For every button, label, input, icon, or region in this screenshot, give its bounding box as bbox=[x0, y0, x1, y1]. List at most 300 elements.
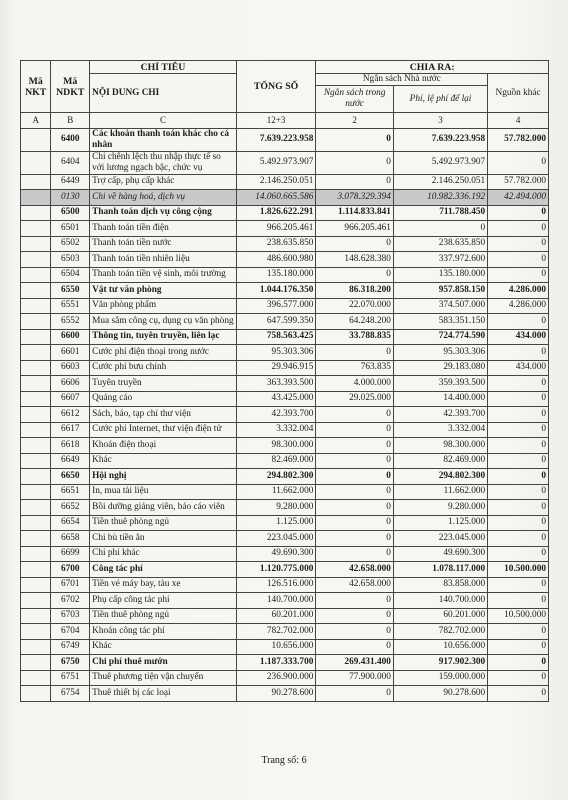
cell-code: 6601 bbox=[51, 345, 90, 361]
cell-code: 6504 bbox=[51, 267, 90, 283]
cell-name: Chi về hàng hoá, dịch vụ bbox=[90, 190, 237, 206]
cell-code: 6612 bbox=[51, 407, 90, 423]
cell-nguon-khac: 0 bbox=[488, 151, 549, 174]
cell-code: 6704 bbox=[51, 624, 90, 640]
cell-total: 2.146.250.051 bbox=[236, 174, 316, 190]
table-row bbox=[21, 252, 549, 268]
cell-code: 6650 bbox=[51, 469, 90, 485]
table-row bbox=[21, 422, 549, 438]
cell-total: 14.060.665.586 bbox=[236, 190, 316, 206]
table-row bbox=[21, 453, 549, 469]
table-row bbox=[21, 546, 549, 562]
cell-ngan-sach-trong-nuoc: 0 bbox=[316, 453, 394, 469]
cell-name: Hội nghị bbox=[90, 469, 237, 485]
cell-total: 140.700.000 bbox=[236, 593, 316, 609]
cell-code: 6701 bbox=[51, 577, 90, 593]
cell-nkt bbox=[21, 283, 51, 299]
cell-nguon-khac: 0 bbox=[488, 593, 549, 609]
cell-ngan-sach-trong-nuoc: 0 bbox=[316, 608, 394, 624]
table-row bbox=[21, 469, 549, 485]
cell-total: 486.600.980 bbox=[236, 252, 316, 268]
cell-code: 6754 bbox=[51, 686, 90, 702]
cell-nkt bbox=[21, 438, 51, 454]
cell-nkt bbox=[21, 593, 51, 609]
cell-code: 6607 bbox=[51, 391, 90, 407]
cell-nguon-khac: 0 bbox=[488, 391, 549, 407]
cell-name: Bồi dưỡng giảng viên, báo cáo viên bbox=[90, 500, 237, 516]
header-phi-le-phi: Phí, lệ phí để lại bbox=[393, 86, 487, 113]
cell-code: 6603 bbox=[51, 360, 90, 376]
cell-total: 9.280.000 bbox=[236, 500, 316, 516]
cell-phi-le-phi: 49.690.300 bbox=[393, 546, 487, 562]
cell-ngan-sach-trong-nuoc: 42.658.000 bbox=[316, 562, 394, 578]
cell-name: Sách, báo, tạp chí thư viện bbox=[90, 407, 237, 423]
table-body bbox=[21, 128, 549, 701]
cell-nguon-khac: 4.286.000 bbox=[488, 283, 549, 299]
cell-nguon-khac: 434.000 bbox=[488, 360, 549, 376]
letter-2: 2 bbox=[316, 113, 394, 129]
cell-name: Công tác phí bbox=[90, 562, 237, 578]
cell-ngan-sach-trong-nuoc: 42.658.000 bbox=[316, 577, 394, 593]
cell-ngan-sach-trong-nuoc: 0 bbox=[316, 174, 394, 190]
cell-name: Trợ cấp, phụ cấp khác bbox=[90, 174, 237, 190]
cell-nguon-khac: 0 bbox=[488, 221, 549, 237]
cell-nkt bbox=[21, 151, 51, 174]
table-row bbox=[21, 283, 549, 299]
cell-phi-le-phi: 0 bbox=[393, 221, 487, 237]
cell-name: Cước phí điện thoại trong nước bbox=[90, 345, 237, 361]
cell-ngan-sach-trong-nuoc: 64.248.200 bbox=[316, 314, 394, 330]
table-row bbox=[21, 221, 549, 237]
cell-ngan-sach-trong-nuoc: 0 bbox=[316, 686, 394, 702]
cell-name: Tiền thuê phòng ngủ bbox=[90, 608, 237, 624]
cell-nkt bbox=[21, 407, 51, 423]
cell-ngan-sach-trong-nuoc: 1.114.833.841 bbox=[316, 205, 394, 221]
table-row bbox=[21, 151, 549, 174]
cell-ngan-sach-trong-nuoc: 0 bbox=[316, 128, 394, 151]
table-row bbox=[21, 360, 549, 376]
table-row bbox=[21, 236, 549, 252]
cell-nkt bbox=[21, 252, 51, 268]
cell-nguon-khac: 0 bbox=[488, 453, 549, 469]
cell-nguon-khac: 42.494.000 bbox=[488, 190, 549, 206]
cell-nkt bbox=[21, 329, 51, 345]
cell-nkt bbox=[21, 345, 51, 361]
letter-c: C bbox=[90, 113, 237, 129]
cell-name: Mua sắm công cụ, dụng cụ văn phòng bbox=[90, 314, 237, 330]
cell-nkt bbox=[21, 639, 51, 655]
table-row bbox=[21, 174, 549, 190]
cell-nkt bbox=[21, 546, 51, 562]
cell-name: Văn phòng phẩm bbox=[90, 298, 237, 314]
cell-total: 90.278.600 bbox=[236, 686, 316, 702]
cell-code: 6551 bbox=[51, 298, 90, 314]
table-row bbox=[21, 376, 549, 392]
cell-code: 6600 bbox=[51, 329, 90, 345]
cell-name: Quảng cáo bbox=[90, 391, 237, 407]
cell-total: 1.826.622.291 bbox=[236, 205, 316, 221]
cell-code: 6751 bbox=[51, 670, 90, 686]
cell-nguon-khac: 0 bbox=[488, 205, 549, 221]
cell-code: 6658 bbox=[51, 531, 90, 547]
cell-nkt bbox=[21, 236, 51, 252]
cell-code: 6703 bbox=[51, 608, 90, 624]
cell-phi-le-phi: 337.972.600 bbox=[393, 252, 487, 268]
cell-nguon-khac: 0 bbox=[488, 422, 549, 438]
cell-phi-le-phi: 14.400.000 bbox=[393, 391, 487, 407]
cell-total: 10.656.000 bbox=[236, 639, 316, 655]
cell-nguon-khac: 0 bbox=[488, 484, 549, 500]
cell-name: Thuê thiết bị các loại bbox=[90, 686, 237, 702]
cell-name: Thanh toán tiền vệ sinh, môi trường bbox=[90, 267, 237, 283]
table-row bbox=[21, 655, 549, 671]
cell-nkt bbox=[21, 531, 51, 547]
header-nguon-khac: Nguồn khác bbox=[488, 74, 549, 113]
cell-phi-le-phi: 135.180.000 bbox=[393, 267, 487, 283]
cell-total: 11.662.000 bbox=[236, 484, 316, 500]
cell-code: 6449 bbox=[51, 174, 90, 190]
cell-nkt bbox=[21, 484, 51, 500]
cell-nguon-khac: 0 bbox=[488, 236, 549, 252]
cell-ngan-sach-trong-nuoc: 0 bbox=[316, 484, 394, 500]
cell-name: Khoán công tác phí bbox=[90, 624, 237, 640]
cell-name: Tuyên truyền bbox=[90, 376, 237, 392]
cell-total: 223.045.000 bbox=[236, 531, 316, 547]
cell-total: 396.577.000 bbox=[236, 298, 316, 314]
cell-nkt bbox=[21, 267, 51, 283]
cell-code: 6749 bbox=[51, 639, 90, 655]
cell-ngan-sach-trong-nuoc: 0 bbox=[316, 593, 394, 609]
cell-name: In, mua tài liệu bbox=[90, 484, 237, 500]
cell-nkt bbox=[21, 500, 51, 516]
cell-code: 6500 bbox=[51, 205, 90, 221]
cell-name: Cước phí bưu chính bbox=[90, 360, 237, 376]
cell-ngan-sach-trong-nuoc: 0 bbox=[316, 531, 394, 547]
cell-phi-le-phi: 359.393.500 bbox=[393, 376, 487, 392]
letter-total: 12+3 bbox=[236, 113, 316, 129]
cell-total: 236.900.000 bbox=[236, 670, 316, 686]
cell-total: 7.639.223.958 bbox=[236, 128, 316, 151]
cell-nkt bbox=[21, 360, 51, 376]
cell-code: 6503 bbox=[51, 252, 90, 268]
cell-nkt bbox=[21, 190, 51, 206]
cell-total: 5.492.973.907 bbox=[236, 151, 316, 174]
letter-3: 3 bbox=[393, 113, 487, 129]
cell-code: 6550 bbox=[51, 283, 90, 299]
header-tong-so: TỔNG SỐ bbox=[236, 61, 316, 113]
cell-total: 238.635.850 bbox=[236, 236, 316, 252]
table-row bbox=[21, 686, 549, 702]
table-row bbox=[21, 639, 549, 655]
table-header bbox=[21, 61, 549, 129]
cell-code: 6404 bbox=[51, 151, 90, 174]
cell-total: 782.702.000 bbox=[236, 624, 316, 640]
cell-nkt bbox=[21, 624, 51, 640]
table-row bbox=[21, 345, 549, 361]
table-row bbox=[21, 562, 549, 578]
cell-phi-le-phi: 711.788.450 bbox=[393, 205, 487, 221]
cell-ngan-sach-trong-nuoc: 269.431.400 bbox=[316, 655, 394, 671]
table-row bbox=[21, 267, 549, 283]
cell-phi-le-phi: 83.858.000 bbox=[393, 577, 487, 593]
cell-nguon-khac: 57.782.000 bbox=[488, 128, 549, 151]
cell-name: Chi phí thuê mướn bbox=[90, 655, 237, 671]
cell-total: 363.393.500 bbox=[236, 376, 316, 392]
header-chia-ra: CHIA RA: bbox=[316, 61, 549, 74]
cell-name: Thanh toán dịch vụ công cộng bbox=[90, 205, 237, 221]
cell-name: Thuê phương tiện vận chuyển bbox=[90, 670, 237, 686]
cell-phi-le-phi: 42.393.700 bbox=[393, 407, 487, 423]
cell-nkt bbox=[21, 577, 51, 593]
cell-total: 98.300.000 bbox=[236, 438, 316, 454]
cell-nguon-khac: 0 bbox=[488, 639, 549, 655]
cell-code: 6618 bbox=[51, 438, 90, 454]
cell-nguon-khac: 0 bbox=[488, 267, 549, 283]
cell-phi-le-phi: 90.278.600 bbox=[393, 686, 487, 702]
cell-nkt bbox=[21, 469, 51, 485]
cell-code: 6654 bbox=[51, 515, 90, 531]
cell-ngan-sach-trong-nuoc: 29.025.000 bbox=[316, 391, 394, 407]
letter-4: 4 bbox=[488, 113, 549, 129]
cell-nkt bbox=[21, 174, 51, 190]
cell-total: 126.516.000 bbox=[236, 577, 316, 593]
cell-nguon-khac: 0 bbox=[488, 407, 549, 423]
cell-total: 966.205.461 bbox=[236, 221, 316, 237]
cell-phi-le-phi: 957.858.150 bbox=[393, 283, 487, 299]
cell-nguon-khac: 57.782.000 bbox=[488, 174, 549, 190]
cell-name: Thanh toán tiền nước bbox=[90, 236, 237, 252]
cell-code: 6651 bbox=[51, 484, 90, 500]
cell-nguon-khac: 0 bbox=[488, 577, 549, 593]
cell-total: 758.563.425 bbox=[236, 329, 316, 345]
cell-phi-le-phi: 60.201.000 bbox=[393, 608, 487, 624]
cell-phi-le-phi: 917.902.300 bbox=[393, 655, 487, 671]
cell-name: Chi chênh lệch thu nhập thực tế so với lương ngạch bậc, chức vụ bbox=[90, 151, 237, 174]
cell-nkt bbox=[21, 608, 51, 624]
cell-code: 0130 bbox=[51, 190, 90, 206]
header-ma-ndkt: Mã NDKT bbox=[51, 61, 90, 113]
cell-nguon-khac: 0 bbox=[488, 531, 549, 547]
cell-phi-le-phi: 782.702.000 bbox=[393, 624, 487, 640]
cell-name: Cước phí Internet, thư viện điện tử bbox=[90, 422, 237, 438]
cell-nguon-khac: 4.286.000 bbox=[488, 298, 549, 314]
header-noi-dung-chi: NỘI DUNG CHI bbox=[90, 74, 237, 113]
cell-ngan-sach-trong-nuoc: 0 bbox=[316, 546, 394, 562]
table-row bbox=[21, 670, 549, 686]
table-row bbox=[21, 391, 549, 407]
cell-phi-le-phi: 11.662.000 bbox=[393, 484, 487, 500]
header-ma-nkt: Mã NKT bbox=[21, 61, 51, 113]
cell-total: 647.599.350 bbox=[236, 314, 316, 330]
table-row bbox=[21, 314, 549, 330]
cell-name: Tiền vé máy bay, tàu xe bbox=[90, 577, 237, 593]
budget-table bbox=[20, 60, 549, 702]
cell-nguon-khac: 0 bbox=[488, 670, 549, 686]
cell-total: 82.469.000 bbox=[236, 453, 316, 469]
cell-code: 6502 bbox=[51, 236, 90, 252]
cell-nkt bbox=[21, 686, 51, 702]
cell-name: Thanh toán tiền nhiên liệu bbox=[90, 252, 237, 268]
cell-nguon-khac: 0 bbox=[488, 345, 549, 361]
cell-nguon-khac: 0 bbox=[488, 469, 549, 485]
cell-ngan-sach-trong-nuoc: 0 bbox=[316, 422, 394, 438]
cell-nguon-khac: 0 bbox=[488, 252, 549, 268]
cell-ngan-sach-trong-nuoc: 22.070.000 bbox=[316, 298, 394, 314]
cell-phi-le-phi: 724.774.590 bbox=[393, 329, 487, 345]
cell-total: 42.393.700 bbox=[236, 407, 316, 423]
cell-name: Vật tư văn phòng bbox=[90, 283, 237, 299]
table-row bbox=[21, 407, 549, 423]
cell-nkt bbox=[21, 562, 51, 578]
cell-phi-le-phi: 374.507.000 bbox=[393, 298, 487, 314]
cell-phi-le-phi: 223.045.000 bbox=[393, 531, 487, 547]
cell-total: 294.802.300 bbox=[236, 469, 316, 485]
cell-phi-le-phi: 5.492.973.907 bbox=[393, 151, 487, 174]
cell-nkt bbox=[21, 670, 51, 686]
cell-total: 1.125.000 bbox=[236, 515, 316, 531]
cell-phi-le-phi: 159.000.000 bbox=[393, 670, 487, 686]
cell-nkt bbox=[21, 298, 51, 314]
cell-ngan-sach-trong-nuoc: 0 bbox=[316, 469, 394, 485]
cell-phi-le-phi: 294.802.300 bbox=[393, 469, 487, 485]
table-row bbox=[21, 577, 549, 593]
cell-nguon-khac: 0 bbox=[488, 515, 549, 531]
cell-phi-le-phi: 82.469.000 bbox=[393, 453, 487, 469]
cell-ngan-sach-trong-nuoc: 0 bbox=[316, 236, 394, 252]
cell-code: 6699 bbox=[51, 546, 90, 562]
cell-ngan-sach-trong-nuoc: 0 bbox=[316, 639, 394, 655]
cell-nguon-khac: 0 bbox=[488, 314, 549, 330]
table-row bbox=[21, 531, 549, 547]
cell-code: 6649 bbox=[51, 453, 90, 469]
cell-name: Chi phí khác bbox=[90, 546, 237, 562]
cell-phi-le-phi: 29.183.080 bbox=[393, 360, 487, 376]
cell-nkt bbox=[21, 314, 51, 330]
table-row bbox=[21, 329, 549, 345]
cell-nguon-khac: 0 bbox=[488, 438, 549, 454]
cell-nkt bbox=[21, 205, 51, 221]
cell-total: 1.044.176.350 bbox=[236, 283, 316, 299]
cell-nkt bbox=[21, 422, 51, 438]
cell-phi-le-phi: 2.146.250.051 bbox=[393, 174, 487, 190]
cell-nkt bbox=[21, 655, 51, 671]
cell-name: Khoán điện thoại bbox=[90, 438, 237, 454]
cell-code: 6617 bbox=[51, 422, 90, 438]
cell-ngan-sach-trong-nuoc: 33.788.835 bbox=[316, 329, 394, 345]
cell-ngan-sach-trong-nuoc: 0 bbox=[316, 438, 394, 454]
cell-phi-le-phi: 7.639.223.958 bbox=[393, 128, 487, 151]
cell-ngan-sach-trong-nuoc: 77.900.000 bbox=[316, 670, 394, 686]
cell-total: 60.201.000 bbox=[236, 608, 316, 624]
cell-nkt bbox=[21, 515, 51, 531]
cell-ngan-sach-trong-nuoc: 0 bbox=[316, 345, 394, 361]
cell-code: 6652 bbox=[51, 500, 90, 516]
cell-ngan-sach-trong-nuoc: 148.628.380 bbox=[316, 252, 394, 268]
cell-nguon-khac: 0 bbox=[488, 655, 549, 671]
cell-ngan-sach-trong-nuoc: 86.318.200 bbox=[316, 283, 394, 299]
cell-ngan-sach-trong-nuoc: 0 bbox=[316, 515, 394, 531]
cell-nkt bbox=[21, 391, 51, 407]
cell-total: 135.180.000 bbox=[236, 267, 316, 283]
cell-phi-le-phi: 10.982.336.192 bbox=[393, 190, 487, 206]
cell-total: 1.120.775.000 bbox=[236, 562, 316, 578]
cell-total: 95.303.306 bbox=[236, 345, 316, 361]
table-row bbox=[21, 128, 549, 151]
table-row bbox=[21, 438, 549, 454]
cell-ngan-sach-trong-nuoc: 966.205.461 bbox=[316, 221, 394, 237]
cell-code: 6501 bbox=[51, 221, 90, 237]
cell-phi-le-phi: 1.125.000 bbox=[393, 515, 487, 531]
cell-phi-le-phi: 140.700.000 bbox=[393, 593, 487, 609]
table-row bbox=[21, 593, 549, 609]
cell-nguon-khac: 0 bbox=[488, 546, 549, 562]
table-row bbox=[21, 190, 549, 206]
cell-nguon-khac: 0 bbox=[488, 376, 549, 392]
cell-phi-le-phi: 3.332.004 bbox=[393, 422, 487, 438]
header-ngan-sach-nha-nuoc: Ngân sách Nhà nước bbox=[316, 74, 488, 86]
cell-ngan-sach-trong-nuoc: 0 bbox=[316, 151, 394, 174]
cell-ngan-sach-trong-nuoc: 0 bbox=[316, 624, 394, 640]
cell-nkt bbox=[21, 128, 51, 151]
cell-name: Các khoản thanh toán khác cho cá nhân bbox=[90, 128, 237, 151]
cell-code: 6750 bbox=[51, 655, 90, 671]
cell-total: 43.425.000 bbox=[236, 391, 316, 407]
table-row bbox=[21, 608, 549, 624]
cell-name: Thông tin, tuyên truyền, liên lạc bbox=[90, 329, 237, 345]
table-row bbox=[21, 500, 549, 516]
cell-ngan-sach-trong-nuoc: 0 bbox=[316, 267, 394, 283]
letter-b: B bbox=[51, 113, 90, 129]
cell-code: 6552 bbox=[51, 314, 90, 330]
cell-phi-le-phi: 9.280.000 bbox=[393, 500, 487, 516]
cell-nguon-khac: 0 bbox=[488, 624, 549, 640]
cell-name: Chi bù tiền ăn bbox=[90, 531, 237, 547]
cell-ngan-sach-trong-nuoc: 4.000.000 bbox=[316, 376, 394, 392]
cell-nkt bbox=[21, 453, 51, 469]
cell-name: Tiền thuê phòng ngủ bbox=[90, 515, 237, 531]
letter-a: A bbox=[21, 113, 51, 129]
cell-nguon-khac: 0 bbox=[488, 686, 549, 702]
header-ngan-sach-trong-nuoc: Ngân sách trong nước bbox=[316, 86, 394, 113]
cell-code: 6400 bbox=[51, 128, 90, 151]
table-row bbox=[21, 515, 549, 531]
cell-code: 6700 bbox=[51, 562, 90, 578]
cell-nkt bbox=[21, 221, 51, 237]
cell-name: Phụ cấp công tác phí bbox=[90, 593, 237, 609]
cell-name: Khác bbox=[90, 639, 237, 655]
cell-total: 1.187.333.700 bbox=[236, 655, 316, 671]
cell-ngan-sach-trong-nuoc: 0 bbox=[316, 407, 394, 423]
table-row bbox=[21, 298, 549, 314]
cell-nguon-khac: 0 bbox=[488, 500, 549, 516]
cell-total: 49.690.300 bbox=[236, 546, 316, 562]
cell-phi-le-phi: 10.656.000 bbox=[393, 639, 487, 655]
cell-ngan-sach-trong-nuoc: 0 bbox=[316, 500, 394, 516]
cell-nguon-khac: 434.000 bbox=[488, 329, 549, 345]
cell-phi-le-phi: 1.078.117.000 bbox=[393, 562, 487, 578]
cell-code: 6606 bbox=[51, 376, 90, 392]
cell-name: Thanh toán tiền điện bbox=[90, 221, 237, 237]
cell-ngan-sach-trong-nuoc: 763.835 bbox=[316, 360, 394, 376]
header-chi-tieu: CHỈ TIÊU bbox=[90, 61, 237, 74]
cell-name: Khác bbox=[90, 453, 237, 469]
cell-phi-le-phi: 98.300.000 bbox=[393, 438, 487, 454]
table-row bbox=[21, 624, 549, 640]
cell-total: 3.332.004 bbox=[236, 422, 316, 438]
cell-nguon-khac: 10.500.000 bbox=[488, 608, 549, 624]
cell-nguon-khac: 10.500.000 bbox=[488, 562, 549, 578]
cell-total: 29.946.915 bbox=[236, 360, 316, 376]
